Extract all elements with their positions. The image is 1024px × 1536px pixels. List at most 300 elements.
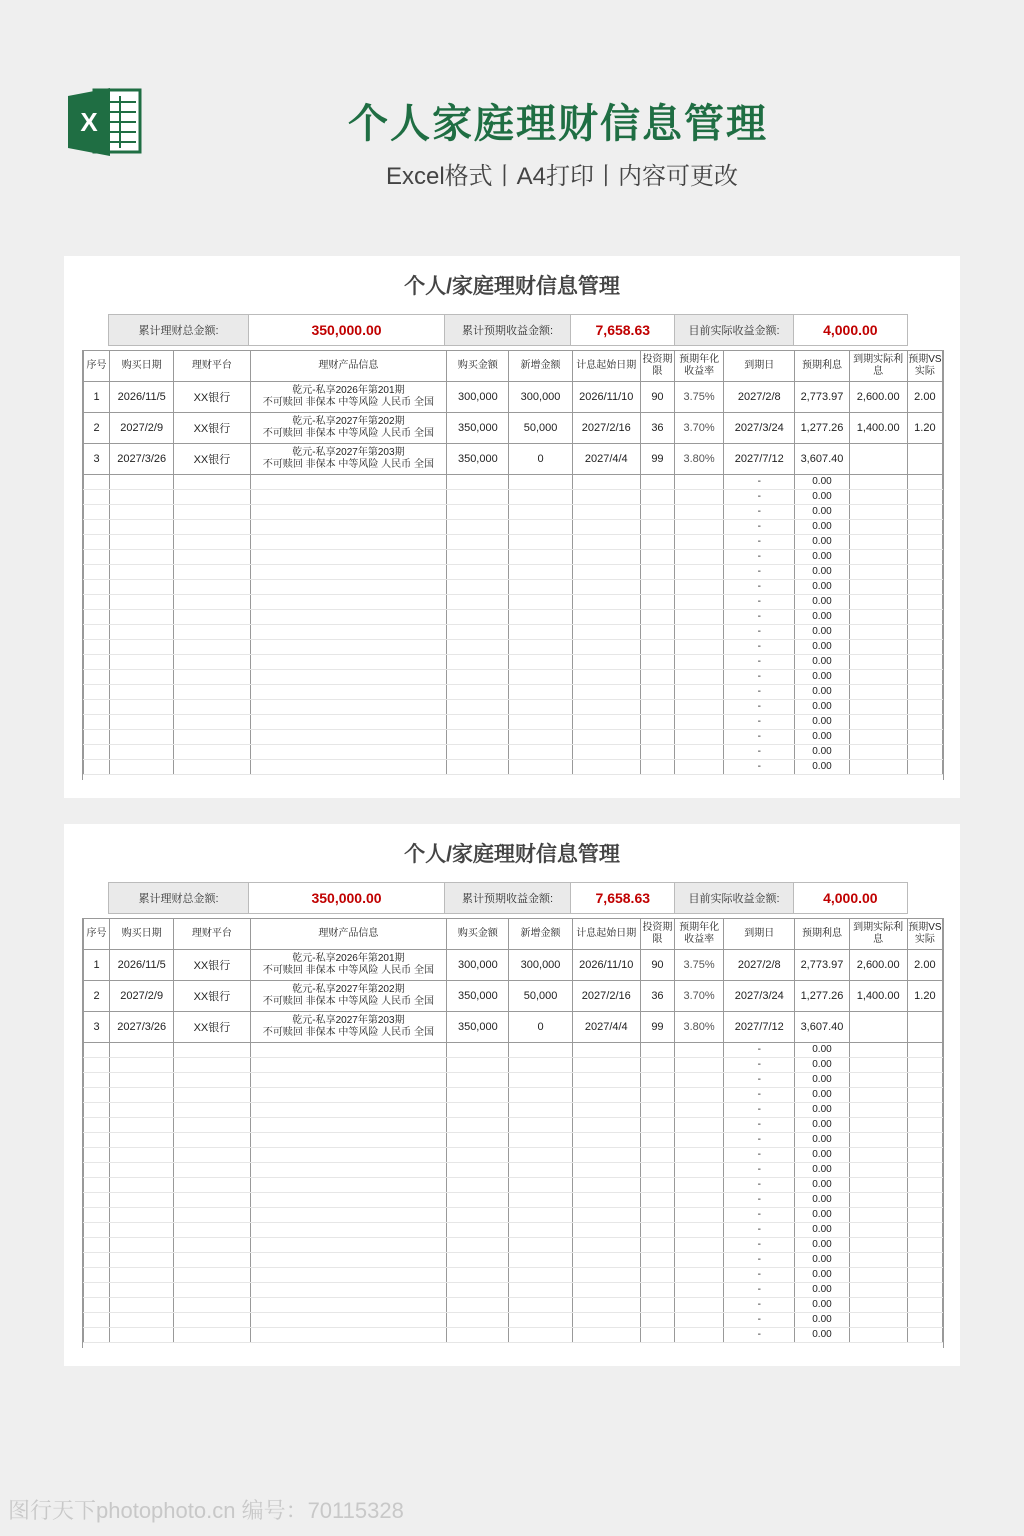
cell-term[interactable] [640, 640, 674, 655]
cell-exp-interest[interactable]: 0.00 [795, 1133, 849, 1148]
cell-term[interactable] [640, 1088, 674, 1103]
cell-act-interest[interactable] [849, 595, 907, 610]
cell-vs[interactable] [907, 1298, 942, 1313]
cell-added[interactable] [509, 745, 572, 760]
cell-start[interactable] [572, 1058, 640, 1073]
cell-buy-date[interactable] [110, 640, 174, 655]
cell-start[interactable] [572, 565, 640, 580]
cell-buy-date[interactable] [110, 745, 174, 760]
cell-platform[interactable]: XX银行 [174, 981, 250, 1012]
cell-buy-date[interactable] [110, 505, 174, 520]
cell-rate[interactable] [675, 1058, 724, 1073]
cell-exp-interest[interactable]: 0.00 [795, 595, 849, 610]
cell-act-interest[interactable] [849, 475, 907, 490]
cell-act-interest[interactable] [849, 490, 907, 505]
cell-start[interactable] [572, 1208, 640, 1223]
cell-added[interactable] [509, 520, 572, 535]
cell-info[interactable] [250, 760, 447, 775]
cell-rate[interactable]: 3.80% [675, 1012, 724, 1043]
cell-amount[interactable] [447, 670, 509, 685]
cell-vs[interactable] [907, 1193, 942, 1208]
cell-buy-date[interactable] [110, 1253, 174, 1268]
cell-act-interest[interactable] [849, 670, 907, 685]
cell-rate[interactable] [675, 1088, 724, 1103]
cell-product-info[interactable] [250, 950, 447, 981]
cell-act-interest[interactable] [849, 1133, 907, 1148]
cell-exp-interest[interactable]: 2,773.97 [795, 950, 849, 981]
cell-no[interactable] [84, 1268, 110, 1283]
cell-amount[interactable]: 350,000 [447, 1012, 509, 1043]
cell-rate[interactable]: 3.75% [675, 950, 724, 981]
cell-platform[interactable] [174, 1268, 250, 1283]
cell-amount[interactable] [447, 640, 509, 655]
cell-buy-date[interactable]: 2027/2/9 [110, 413, 174, 444]
cell-platform[interactable] [174, 550, 250, 565]
cell-due[interactable]: - [724, 565, 795, 580]
cell-exp-interest[interactable]: 0.00 [795, 670, 849, 685]
cell-info[interactable] [250, 1313, 447, 1328]
cell-term[interactable]: 36 [640, 981, 674, 1012]
cell-no[interactable] [84, 1133, 110, 1148]
cell-vs[interactable] [907, 550, 942, 565]
cell-start[interactable]: 2027/4/4 [572, 1012, 640, 1043]
cell-platform[interactable] [174, 1298, 250, 1313]
cell-term[interactable] [640, 1268, 674, 1283]
cell-vs[interactable] [907, 1163, 942, 1178]
cell-platform[interactable] [174, 1223, 250, 1238]
cell-vs[interactable] [907, 565, 942, 580]
cell-start[interactable] [572, 700, 640, 715]
cell-no[interactable] [84, 1223, 110, 1238]
cell-act-interest[interactable] [849, 1043, 907, 1058]
cell-start[interactable] [572, 1088, 640, 1103]
cell-exp-interest[interactable]: 0.00 [795, 1163, 849, 1178]
cell-term[interactable] [640, 745, 674, 760]
cell-vs[interactable] [907, 1118, 942, 1133]
cell-vs[interactable] [907, 505, 942, 520]
cell-exp-interest[interactable]: 0.00 [795, 1073, 849, 1088]
cell-term[interactable]: 99 [640, 444, 674, 475]
cell-buy-date[interactable] [110, 1163, 174, 1178]
cell-start[interactable] [572, 1238, 640, 1253]
cell-exp-interest[interactable]: 0.00 [795, 520, 849, 535]
cell-info[interactable] [250, 685, 447, 700]
cell-added[interactable] [509, 655, 572, 670]
cell-due[interactable]: - [724, 1268, 795, 1283]
cell-act-interest[interactable] [849, 535, 907, 550]
cell-no[interactable] [84, 520, 110, 535]
cell-due[interactable]: - [724, 1238, 795, 1253]
cell-due[interactable]: - [724, 1043, 795, 1058]
cell-start[interactable]: 2026/11/10 [572, 950, 640, 981]
cell-no[interactable] [84, 1073, 110, 1088]
cell-buy-date[interactable] [110, 1193, 174, 1208]
cell-vs[interactable] [907, 760, 942, 775]
cell-platform[interactable] [174, 1163, 250, 1178]
cell-due[interactable]: - [724, 1088, 795, 1103]
cell-buy-date[interactable] [110, 1058, 174, 1073]
cell-exp-interest[interactable]: 0.00 [795, 730, 849, 745]
cell-buy-date[interactable] [110, 700, 174, 715]
cell-due[interactable]: 2027/7/12 [724, 1012, 795, 1043]
cell-due[interactable]: - [724, 700, 795, 715]
cell-buy-date[interactable] [110, 1073, 174, 1088]
cell-added[interactable] [509, 1328, 572, 1343]
cell-vs[interactable] [907, 715, 942, 730]
cell-no[interactable]: 1 [84, 382, 110, 413]
cell-info[interactable] [250, 1148, 447, 1163]
cell-platform[interactable]: XX银行 [174, 382, 250, 413]
cell-added[interactable]: 0 [509, 1012, 572, 1043]
cell-added[interactable] [509, 1148, 572, 1163]
cell-rate[interactable] [675, 655, 724, 670]
cell-added[interactable] [509, 1043, 572, 1058]
cell-no[interactable]: 2 [84, 413, 110, 444]
cell-no[interactable]: 2 [84, 981, 110, 1012]
cell-platform[interactable] [174, 505, 250, 520]
cell-start[interactable] [572, 580, 640, 595]
cell-rate[interactable]: 3.75% [675, 382, 724, 413]
cell-amount[interactable] [447, 595, 509, 610]
cell-no[interactable] [84, 1193, 110, 1208]
cell-term[interactable] [640, 1073, 674, 1088]
cell-no[interactable] [84, 535, 110, 550]
cell-rate[interactable] [675, 1298, 724, 1313]
cell-vs[interactable] [907, 670, 942, 685]
cell-start[interactable] [572, 1103, 640, 1118]
cell-platform[interactable] [174, 745, 250, 760]
cell-info[interactable] [250, 565, 447, 580]
cell-exp-interest[interactable]: 0.00 [795, 655, 849, 670]
cell-vs[interactable] [907, 1283, 942, 1298]
cell-platform[interactable]: XX银行 [174, 950, 250, 981]
cell-due[interactable]: - [724, 1148, 795, 1163]
cell-no[interactable]: 3 [84, 1012, 110, 1043]
cell-rate[interactable] [675, 610, 724, 625]
cell-exp-interest[interactable]: 1,277.26 [795, 981, 849, 1012]
cell-exp-interest[interactable]: 0.00 [795, 1103, 849, 1118]
cell-added[interactable] [509, 505, 572, 520]
cell-info[interactable] [250, 1193, 447, 1208]
cell-amount[interactable] [447, 1238, 509, 1253]
cell-act-interest[interactable] [849, 1088, 907, 1103]
cell-amount[interactable] [447, 685, 509, 700]
cell-platform[interactable] [174, 685, 250, 700]
cell-start[interactable] [572, 625, 640, 640]
cell-act-interest[interactable] [849, 1313, 907, 1328]
cell-amount[interactable] [447, 1223, 509, 1238]
cell-due[interactable]: - [724, 1253, 795, 1268]
cell-act-interest[interactable] [849, 505, 907, 520]
cell-no[interactable] [84, 1328, 110, 1343]
cell-added[interactable] [509, 1073, 572, 1088]
cell-start[interactable] [572, 1163, 640, 1178]
cell-exp-interest[interactable]: 0.00 [795, 685, 849, 700]
cell-exp-interest[interactable]: 0.00 [795, 1043, 849, 1058]
cell-start[interactable] [572, 730, 640, 745]
cell-rate[interactable] [675, 535, 724, 550]
cell-buy-date[interactable] [110, 520, 174, 535]
cell-start[interactable] [572, 1298, 640, 1313]
cell-info[interactable] [250, 535, 447, 550]
cell-no[interactable] [84, 1253, 110, 1268]
cell-rate[interactable] [675, 565, 724, 580]
cell-added[interactable] [509, 730, 572, 745]
cell-vs[interactable] [907, 1268, 942, 1283]
cell-platform[interactable] [174, 1118, 250, 1133]
cell-start[interactable] [572, 1328, 640, 1343]
cell-term[interactable] [640, 550, 674, 565]
cell-act-interest[interactable]: 1,400.00 [849, 981, 907, 1012]
cell-due[interactable]: - [724, 1223, 795, 1238]
cell-amount[interactable] [447, 535, 509, 550]
cell-platform[interactable] [174, 625, 250, 640]
cell-no[interactable] [84, 1088, 110, 1103]
cell-term[interactable] [640, 565, 674, 580]
cell-act-interest[interactable] [849, 1058, 907, 1073]
cell-buy-date[interactable] [110, 1328, 174, 1343]
cell-buy-date[interactable] [110, 1298, 174, 1313]
cell-due[interactable]: 2027/3/24 [724, 981, 795, 1012]
cell-due[interactable]: 2027/3/24 [724, 413, 795, 444]
cell-exp-interest[interactable]: 0.00 [795, 1193, 849, 1208]
cell-amount[interactable] [447, 550, 509, 565]
cell-buy-date[interactable] [110, 625, 174, 640]
cell-no[interactable] [84, 580, 110, 595]
cell-exp-interest[interactable]: 0.00 [795, 640, 849, 655]
cell-vs[interactable] [907, 610, 942, 625]
cell-vs[interactable] [907, 1043, 942, 1058]
cell-buy-date[interactable] [110, 685, 174, 700]
cell-buy-date[interactable] [110, 655, 174, 670]
cell-platform[interactable] [174, 1283, 250, 1298]
cell-act-interest[interactable] [849, 1178, 907, 1193]
cell-info[interactable] [250, 580, 447, 595]
cell-term[interactable] [640, 1133, 674, 1148]
cell-no[interactable] [84, 700, 110, 715]
cell-start[interactable] [572, 745, 640, 760]
cell-amount[interactable]: 350,000 [447, 981, 509, 1012]
cell-vs[interactable] [907, 1133, 942, 1148]
cell-added[interactable]: 50,000 [509, 981, 572, 1012]
cell-buy-date[interactable] [110, 670, 174, 685]
cell-due[interactable]: - [724, 655, 795, 670]
cell-vs[interactable] [907, 625, 942, 640]
cell-no[interactable] [84, 505, 110, 520]
cell-act-interest[interactable] [849, 1238, 907, 1253]
cell-act-interest[interactable] [849, 745, 907, 760]
cell-amount[interactable] [447, 760, 509, 775]
cell-info[interactable] [250, 1268, 447, 1283]
cell-info[interactable] [250, 1253, 447, 1268]
cell-act-interest[interactable] [849, 1328, 907, 1343]
cell-amount[interactable] [447, 580, 509, 595]
cell-act-interest[interactable] [849, 1253, 907, 1268]
cell-rate[interactable] [675, 1103, 724, 1118]
cell-amount[interactable]: 350,000 [447, 444, 509, 475]
cell-rate[interactable] [675, 700, 724, 715]
cell-due[interactable]: 2027/7/12 [724, 444, 795, 475]
cell-start[interactable]: 2027/2/16 [572, 413, 640, 444]
cell-act-interest[interactable]: 2,600.00 [849, 950, 907, 981]
cell-rate[interactable] [675, 685, 724, 700]
cell-vs[interactable]: 2.00 [907, 382, 942, 413]
cell-due[interactable]: - [724, 1103, 795, 1118]
cell-act-interest[interactable] [849, 685, 907, 700]
cell-vs[interactable] [907, 490, 942, 505]
cell-term[interactable] [640, 1253, 674, 1268]
cell-exp-interest[interactable]: 0.00 [795, 1298, 849, 1313]
cell-rate[interactable] [675, 1283, 724, 1298]
cell-term[interactable] [640, 610, 674, 625]
cell-exp-interest[interactable]: 1,277.26 [795, 413, 849, 444]
cell-start[interactable]: 2027/4/4 [572, 444, 640, 475]
cell-platform[interactable] [174, 535, 250, 550]
cell-due[interactable]: - [724, 475, 795, 490]
cell-info[interactable] [250, 1178, 447, 1193]
cell-exp-interest[interactable]: 0.00 [795, 580, 849, 595]
cell-amount[interactable] [447, 655, 509, 670]
cell-no[interactable] [84, 715, 110, 730]
cell-no[interactable] [84, 1118, 110, 1133]
cell-platform[interactable] [174, 670, 250, 685]
cell-rate[interactable] [675, 595, 724, 610]
cell-no[interactable] [84, 1238, 110, 1253]
cell-no[interactable] [84, 640, 110, 655]
cell-vs[interactable] [907, 1088, 942, 1103]
cell-due[interactable]: - [724, 715, 795, 730]
cell-vs[interactable] [907, 1103, 942, 1118]
cell-platform[interactable] [174, 760, 250, 775]
cell-act-interest[interactable] [849, 1073, 907, 1088]
cell-vs[interactable] [907, 640, 942, 655]
cell-added[interactable] [509, 1253, 572, 1268]
cell-act-interest[interactable] [849, 1208, 907, 1223]
cell-start[interactable] [572, 535, 640, 550]
cell-rate[interactable] [675, 505, 724, 520]
cell-info[interactable] [250, 1058, 447, 1073]
cell-platform[interactable] [174, 700, 250, 715]
cell-buy-date[interactable] [110, 715, 174, 730]
cell-amount[interactable] [447, 1088, 509, 1103]
cell-amount[interactable] [447, 1268, 509, 1283]
cell-rate[interactable] [675, 730, 724, 745]
cell-platform[interactable] [174, 520, 250, 535]
cell-vs[interactable] [907, 1313, 942, 1328]
cell-rate[interactable] [675, 640, 724, 655]
cell-amount[interactable] [447, 715, 509, 730]
cell-term[interactable] [640, 625, 674, 640]
cell-term[interactable] [640, 670, 674, 685]
cell-product-info[interactable] [250, 1012, 447, 1043]
cell-rate[interactable] [675, 1253, 724, 1268]
cell-term[interactable] [640, 505, 674, 520]
cell-no[interactable] [84, 760, 110, 775]
cell-amount[interactable] [447, 520, 509, 535]
cell-exp-interest[interactable]: 0.00 [795, 1253, 849, 1268]
cell-platform[interactable]: XX银行 [174, 1012, 250, 1043]
cell-term[interactable] [640, 1148, 674, 1163]
cell-added[interactable] [509, 490, 572, 505]
cell-product-info[interactable] [250, 444, 447, 475]
cell-added[interactable] [509, 550, 572, 565]
cell-act-interest[interactable] [849, 1148, 907, 1163]
cell-term[interactable] [640, 535, 674, 550]
cell-act-interest[interactable] [849, 625, 907, 640]
cell-exp-interest[interactable]: 0.00 [795, 550, 849, 565]
cell-info[interactable] [250, 1208, 447, 1223]
cell-platform[interactable] [174, 1328, 250, 1343]
cell-vs[interactable] [907, 1253, 942, 1268]
cell-vs[interactable] [907, 730, 942, 745]
cell-due[interactable]: - [724, 595, 795, 610]
cell-rate[interactable] [675, 1313, 724, 1328]
cell-due[interactable]: - [724, 1133, 795, 1148]
cell-rate[interactable] [675, 475, 724, 490]
cell-rate[interactable] [675, 490, 724, 505]
cell-start[interactable] [572, 1253, 640, 1268]
cell-start[interactable] [572, 685, 640, 700]
cell-added[interactable] [509, 580, 572, 595]
cell-act-interest[interactable] [849, 565, 907, 580]
cell-added[interactable] [509, 1178, 572, 1193]
cell-info[interactable] [250, 1223, 447, 1238]
cell-start[interactable] [572, 1313, 640, 1328]
cell-platform[interactable] [174, 565, 250, 580]
cell-rate[interactable] [675, 580, 724, 595]
cell-platform[interactable] [174, 1313, 250, 1328]
cell-added[interactable] [509, 685, 572, 700]
cell-vs[interactable]: 2.00 [907, 950, 942, 981]
cell-act-interest[interactable] [849, 1283, 907, 1298]
cell-term[interactable] [640, 730, 674, 745]
cell-amount[interactable] [447, 475, 509, 490]
cell-due[interactable]: - [724, 505, 795, 520]
cell-term[interactable] [640, 655, 674, 670]
cell-due[interactable]: - [724, 1163, 795, 1178]
cell-due[interactable]: - [724, 685, 795, 700]
cell-info[interactable] [250, 1088, 447, 1103]
cell-term[interactable] [640, 1163, 674, 1178]
cell-exp-interest[interactable]: 0.00 [795, 1313, 849, 1328]
cell-act-interest[interactable] [849, 655, 907, 670]
cell-exp-interest[interactable]: 3,607.40 [795, 444, 849, 475]
cell-amount[interactable] [447, 490, 509, 505]
cell-start[interactable] [572, 760, 640, 775]
cell-act-interest[interactable] [849, 1298, 907, 1313]
cell-term[interactable] [640, 1223, 674, 1238]
cell-amount[interactable] [447, 625, 509, 640]
cell-due[interactable]: - [724, 625, 795, 640]
cell-info[interactable] [250, 1328, 447, 1343]
cell-term[interactable] [640, 595, 674, 610]
cell-info[interactable] [250, 1238, 447, 1253]
cell-start[interactable] [572, 1178, 640, 1193]
cell-product-info[interactable] [250, 981, 447, 1012]
cell-exp-interest[interactable]: 0.00 [795, 1328, 849, 1343]
cell-no[interactable] [84, 490, 110, 505]
cell-no[interactable] [84, 1148, 110, 1163]
cell-added[interactable]: 50,000 [509, 413, 572, 444]
cell-exp-interest[interactable]: 0.00 [795, 1118, 849, 1133]
cell-added[interactable] [509, 535, 572, 550]
cell-start[interactable] [572, 550, 640, 565]
cell-buy-date[interactable] [110, 1118, 174, 1133]
cell-amount[interactable] [447, 1298, 509, 1313]
cell-added[interactable] [509, 1268, 572, 1283]
cell-buy-date[interactable] [110, 1103, 174, 1118]
cell-due[interactable]: - [724, 490, 795, 505]
